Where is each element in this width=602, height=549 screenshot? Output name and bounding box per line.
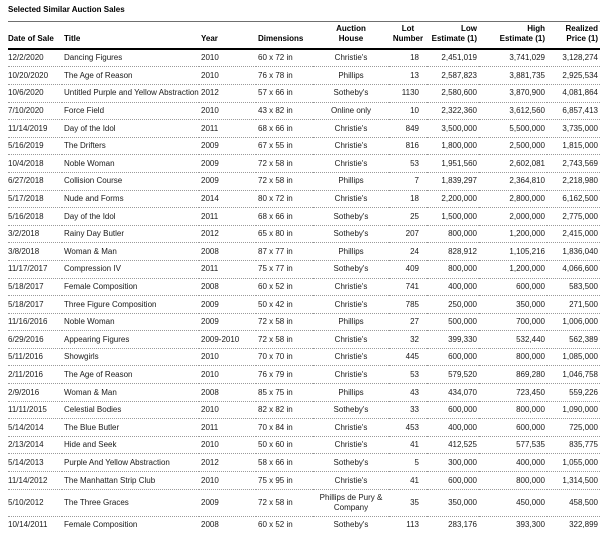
cell-high-estimate: 1,200,000 <box>509 264 545 274</box>
cell-date-of-sale: 2/11/2016 <box>8 369 43 379</box>
cell-title: Three Figure Composition <box>64 299 157 309</box>
cell-low-estimate: 399,330 <box>448 334 477 344</box>
cell-realized-price: 3,735,000 <box>562 123 598 133</box>
cell-date-of-sale: 5/14/2014 <box>8 422 44 432</box>
cell-dimensions: 43 x 82 in <box>258 106 293 116</box>
cell-title: Day of the Idol <box>64 123 116 133</box>
cell-high-estimate: 800,000 <box>516 405 545 415</box>
cell-realized-price: 2,415,000 <box>562 229 598 239</box>
cell-low-estimate: 1,951,560 <box>441 158 477 168</box>
table-row <box>8 137 600 155</box>
cell-dimensions: 70 x 70 in <box>258 352 293 362</box>
cell-dimensions: 60 x 72 in <box>258 53 293 63</box>
cell-date-of-sale: 11/17/2017 <box>8 264 48 274</box>
cell-auction-house: Christie's <box>334 422 368 432</box>
cell-lot-number: 25 <box>410 211 419 221</box>
cell-high-estimate: 2,602,081 <box>509 158 545 168</box>
cell-title: The Age of Reason <box>64 369 133 379</box>
cell-auction-house: Sotheby's <box>333 211 369 221</box>
col-header-line2: Date of Sale <box>8 34 54 44</box>
cell-realized-price: 271,500 <box>569 299 598 309</box>
cell-realized-price: 2,775,000 <box>562 211 598 221</box>
table-row <box>8 472 600 490</box>
cell-title: Woman & Man <box>64 387 117 397</box>
cell-dimensions: 75 x 95 in <box>258 475 293 485</box>
cell-auction-house: Phillips <box>338 70 364 80</box>
table-row <box>8 67 600 85</box>
cell-title: Dancing Figures <box>64 53 123 63</box>
cell-dimensions: 57 x 66 in <box>258 88 293 98</box>
cell-realized-price: 2,925,534 <box>562 70 598 80</box>
cell-low-estimate: 1,839,297 <box>441 176 477 186</box>
cell-lot-number: 27 <box>410 317 419 327</box>
cell-low-estimate: 434,070 <box>448 387 477 397</box>
cell-dimensions: 72 x 58 in <box>258 317 293 327</box>
cell-dimensions: 67 x 55 in <box>258 141 293 151</box>
cell-auction-house: Phillips de Pury & Company <box>319 493 383 512</box>
cell-auction-house: Online only <box>330 106 372 116</box>
cell-lot-number: 53 <box>410 158 419 168</box>
cell-auction-house: Christie's <box>334 53 368 63</box>
cell-low-estimate: 412,525 <box>448 440 477 450</box>
cell-auction-house: Christie's <box>334 440 368 450</box>
cell-date-of-sale: 11/16/2016 <box>8 317 48 327</box>
cell-date-of-sale: 2/13/2014 <box>8 440 44 450</box>
cell-low-estimate: 600,000 <box>448 405 477 415</box>
page-title: Selected Similar Auction Sales <box>8 5 125 14</box>
cell-realized-price: 6,162,500 <box>562 194 598 204</box>
cell-high-estimate: 800,000 <box>516 475 545 485</box>
cell-title: The Blue Butler <box>64 422 120 432</box>
cell-realized-price: 583,500 <box>569 282 598 291</box>
cell-lot-number: 445 <box>405 352 419 362</box>
cell-dimensions: 70 x 84 in <box>258 422 293 432</box>
table-row <box>8 49 600 67</box>
cell-low-estimate: 400,000 <box>448 282 477 291</box>
col-header-year <box>199 22 256 49</box>
cell-high-estimate: 5,500,000 <box>509 123 545 133</box>
cell-date-of-sale: 10/14/2011 <box>8 520 48 530</box>
table-row <box>8 366 600 384</box>
cell-low-estimate: 600,000 <box>448 352 477 362</box>
col-header-lot-number <box>389 22 427 49</box>
cell-lot-number: 18 <box>410 53 419 63</box>
col-header-line2: Number <box>392 34 424 44</box>
cell-low-estimate: 2,580,600 <box>441 88 477 98</box>
cell-lot-number: 7 <box>414 176 419 186</box>
cell-title: Day of the Idol <box>64 211 116 221</box>
cell-high-estimate: 400,000 <box>516 457 545 467</box>
col-header-realized-price <box>547 22 600 49</box>
cell-high-estimate: 2,364,810 <box>509 176 545 186</box>
cell-dimensions: 65 x 80 in <box>258 229 293 239</box>
cell-realized-price: 2,743,569 <box>562 158 598 168</box>
table-row <box>8 243 600 261</box>
cell-date-of-sale: 12/2/2020 <box>8 53 44 63</box>
table-row <box>8 454 600 472</box>
table-row <box>8 516 600 533</box>
cell-auction-house: Christie's <box>334 475 368 485</box>
cell-low-estimate: 2,322,360 <box>441 106 477 116</box>
cell-lot-number: 816 <box>405 141 419 151</box>
table-row <box>8 172 600 190</box>
cell-auction-house: Phillips <box>338 387 364 397</box>
cell-dimensions: 82 x 82 in <box>258 405 293 415</box>
cell-realized-price: 835,775 <box>569 440 598 450</box>
cell-realized-price: 1,836,040 <box>562 246 598 256</box>
cell-date-of-sale: 11/14/2019 <box>8 123 48 133</box>
cell-realized-price: 725,000 <box>569 422 598 432</box>
cell-lot-number: 849 <box>405 123 419 133</box>
cell-date-of-sale: 6/29/2016 <box>8 334 44 344</box>
col-header-line1: Realized <box>565 24 598 33</box>
cell-high-estimate: 3,612,560 <box>509 106 545 116</box>
cell-date-of-sale: 7/10/2020 <box>8 106 44 116</box>
col-header-line2: Estimate (1) <box>431 34 477 44</box>
cell-dimensions: 72 x 58 in <box>258 176 293 186</box>
cell-high-estimate: 450,000 <box>516 497 545 507</box>
cell-date-of-sale: 5/11/2016 <box>8 352 43 362</box>
cell-dimensions: 68 x 66 in <box>258 123 293 133</box>
col-header-title <box>62 22 199 49</box>
cell-auction-house: Phillips <box>338 246 364 256</box>
cell-dimensions: 76 x 79 in <box>258 369 293 379</box>
cell-dimensions: 60 x 52 in <box>258 520 293 530</box>
cell-lot-number: 10 <box>410 106 419 116</box>
cell-low-estimate: 1,500,000 <box>441 211 477 221</box>
cell-lot-number: 741 <box>405 282 419 291</box>
cell-title: The Three Graces <box>64 497 129 507</box>
cell-dimensions: 72 x 58 in <box>258 158 293 168</box>
cell-high-estimate: 532,440 <box>516 334 545 344</box>
cell-low-estimate: 350,000 <box>448 497 477 507</box>
cell-year: 2009 <box>201 317 219 327</box>
cell-year: 2012 <box>201 88 219 98</box>
cell-year: 2011 <box>201 123 219 133</box>
cell-year: 2008 <box>201 387 219 397</box>
cell-date-of-sale: 10/6/2020 <box>8 88 44 98</box>
table-header <box>8 22 600 49</box>
cell-low-estimate: 2,200,000 <box>441 194 477 204</box>
col-header-auction-house <box>313 22 389 49</box>
cell-date-of-sale: 5/18/2017 <box>8 299 44 309</box>
table-row <box>8 384 600 402</box>
cell-low-estimate: 1,800,000 <box>441 141 477 151</box>
cell-date-of-sale: 5/16/2018 <box>8 211 44 221</box>
cell-title: Hide and Seek <box>64 440 117 450</box>
cell-high-estimate: 3,741,029 <box>509 53 545 63</box>
cell-dimensions: 72 x 58 in <box>258 497 293 507</box>
cell-year: 2009-2010 <box>201 334 240 344</box>
cell-high-estimate: 2,500,000 <box>509 141 545 151</box>
cell-high-estimate: 2,800,000 <box>509 194 545 204</box>
cell-lot-number: 35 <box>410 497 419 507</box>
table-body <box>8 49 600 534</box>
col-header-date-of-sale <box>8 22 62 49</box>
cell-realized-price: 1,085,000 <box>562 352 598 362</box>
cell-low-estimate: 250,000 <box>448 299 477 309</box>
cell-auction-house: Christie's <box>334 369 368 379</box>
cell-date-of-sale: 10/20/2020 <box>8 70 49 80</box>
col-header-line1: High <box>527 24 545 33</box>
cell-dimensions: 68 x 66 in <box>258 211 293 221</box>
cell-year: 2011 <box>201 211 219 221</box>
cell-date-of-sale: 3/8/2018 <box>8 246 40 256</box>
cell-high-estimate: 350,000 <box>516 299 545 309</box>
cell-auction-house: Sotheby's <box>333 229 369 239</box>
cell-title: Rainy Day Butler <box>64 229 125 239</box>
cell-realized-price: 1,055,000 <box>562 457 598 467</box>
col-header-line1: Auction <box>336 24 366 33</box>
cell-realized-price: 1,006,000 <box>562 317 598 327</box>
cell-year: 2009 <box>201 158 219 168</box>
cell-year: 2009 <box>201 299 219 309</box>
cell-high-estimate: 1,105,216 <box>509 246 545 256</box>
cell-dimensions: 80 x 72 in <box>258 194 293 204</box>
cell-low-estimate: 579,520 <box>448 369 477 379</box>
table-row <box>8 419 600 437</box>
cell-low-estimate: 828,912 <box>448 246 477 256</box>
cell-year: 2008 <box>201 520 219 530</box>
cell-realized-price: 4,066,600 <box>562 264 598 274</box>
table-row <box>8 260 600 278</box>
cell-realized-price: 1,046,758 <box>562 369 598 379</box>
cell-high-estimate: 700,000 <box>516 317 545 327</box>
cell-auction-house: Christie's <box>334 158 368 168</box>
cell-date-of-sale: 5/18/2017 <box>8 282 44 291</box>
cell-realized-price: 1,815,000 <box>562 141 598 151</box>
cell-date-of-sale: 11/14/2012 <box>8 475 48 485</box>
table-row <box>8 331 600 349</box>
col-header-low-estimate <box>427 22 479 49</box>
cell-dimensions: 75 x 77 in <box>258 264 293 274</box>
cell-date-of-sale: 10/4/2018 <box>8 158 44 168</box>
cell-date-of-sale: 11/11/2015 <box>8 405 47 415</box>
cell-high-estimate: 393,300 <box>516 520 545 530</box>
cell-title: The Age of Reason <box>64 70 133 80</box>
cell-year: 2010 <box>201 106 219 116</box>
cell-auction-house: Christie's <box>334 352 368 362</box>
cell-realized-price: 4,081,864 <box>562 88 598 98</box>
cell-high-estimate: 600,000 <box>516 282 545 291</box>
cell-realized-price: 3,128,274 <box>562 53 598 63</box>
cell-auction-house: Christie's <box>334 334 368 344</box>
table-row <box>8 84 600 102</box>
cell-title: Woman & Man <box>64 246 117 256</box>
col-header-high-estimate <box>479 22 547 49</box>
cell-year: 2012 <box>201 457 219 467</box>
cell-year: 2010 <box>201 475 219 485</box>
cell-dimensions: 58 x 66 in <box>258 457 293 467</box>
cell-realized-price: 2,218,980 <box>562 176 598 186</box>
header-row <box>8 22 600 49</box>
cell-high-estimate: 1,200,000 <box>509 229 545 239</box>
cell-date-of-sale: 5/14/2013 <box>8 457 44 467</box>
cell-dimensions: 50 x 42 in <box>258 299 293 309</box>
cell-auction-house: Sotheby's <box>333 264 369 274</box>
col-header-dimensions <box>256 22 313 49</box>
cell-auction-house: Christie's <box>334 299 368 309</box>
col-header-line2: Dimensions <box>258 34 304 44</box>
cell-title: Showgirls <box>64 352 99 362</box>
cell-dimensions: 50 x 60 in <box>258 440 293 450</box>
cell-realized-price: 6,857,413 <box>562 106 598 116</box>
cell-lot-number: 409 <box>405 264 419 274</box>
cell-auction-house: Sotheby's <box>333 457 369 467</box>
col-header-line2: Estimate (1) <box>499 34 545 44</box>
cell-low-estimate: 800,000 <box>448 229 477 239</box>
cell-title: Celestial Bodies <box>64 405 122 415</box>
cell-year: 2008 <box>201 246 219 256</box>
cell-low-estimate: 600,000 <box>448 475 477 485</box>
col-header-line2: House <box>338 34 364 44</box>
cell-year: 2010 <box>201 405 219 415</box>
table-row <box>8 208 600 226</box>
table-row <box>8 102 600 120</box>
cell-realized-price: 322,899 <box>569 520 598 530</box>
cell-lot-number: 41 <box>410 440 419 450</box>
cell-auction-house: Sotheby's <box>333 520 369 530</box>
cell-year: 2010 <box>201 352 219 362</box>
cell-lot-number: 24 <box>410 246 419 256</box>
cell-year: 2010 <box>201 53 219 63</box>
cell-high-estimate: 723,450 <box>516 387 545 397</box>
cell-lot-number: 13 <box>410 70 419 80</box>
table-row <box>8 489 600 516</box>
cell-title: Collision Course <box>64 176 123 186</box>
cell-year: 2010 <box>201 369 219 379</box>
table-row <box>8 313 600 331</box>
cell-lot-number: 41 <box>410 475 419 485</box>
cell-auction-house: Sotheby's <box>333 405 369 415</box>
col-header-line1: Lot <box>401 24 415 33</box>
cell-auction-house: Christie's <box>334 282 368 291</box>
cell-high-estimate: 3,870,900 <box>509 88 545 98</box>
cell-year: 2014 <box>201 194 219 204</box>
col-header-line2: Price (1) <box>566 34 598 44</box>
cell-title: The Manhattan Strip Club <box>64 475 156 485</box>
cell-auction-house: Phillips <box>338 176 364 186</box>
cell-lot-number: 43 <box>410 387 419 397</box>
cell-date-of-sale: 3/2/2018 <box>8 229 40 239</box>
cell-lot-number: 113 <box>406 520 419 530</box>
table-row <box>8 348 600 366</box>
cell-date-of-sale: 2/9/2016 <box>8 387 40 397</box>
cell-dimensions: 85 x 75 in <box>258 387 293 397</box>
cell-low-estimate: 400,000 <box>448 422 477 432</box>
table-row <box>8 296 600 314</box>
table-row <box>8 190 600 208</box>
cell-low-estimate: 283,176 <box>448 520 477 530</box>
cell-year: 2010 <box>201 70 219 80</box>
cell-title: Appearing Figures <box>64 334 130 344</box>
col-header-line2: Title <box>64 34 81 44</box>
cell-high-estimate: 869,280 <box>516 369 545 379</box>
cell-lot-number: 207 <box>405 229 419 239</box>
cell-high-estimate: 800,000 <box>516 352 545 362</box>
cell-title: Compression IV <box>64 264 121 274</box>
cell-title: Noble Woman <box>64 158 115 168</box>
cell-low-estimate: 2,587,823 <box>441 70 477 80</box>
cell-year: 2011 <box>201 422 219 432</box>
cell-year: 2009 <box>201 176 219 186</box>
cell-high-estimate: 3,881,735 <box>509 70 545 80</box>
table-row <box>8 120 600 138</box>
table-row <box>8 401 600 419</box>
cell-title: Force Field <box>64 106 105 116</box>
cell-title: The Drifters <box>64 141 106 151</box>
cell-dimensions: 72 x 58 in <box>258 334 293 344</box>
col-header-line1: Low <box>461 24 477 33</box>
cell-date-of-sale: 5/17/2018 <box>8 194 44 204</box>
cell-lot-number: 1130 <box>401 88 419 98</box>
cell-date-of-sale: 5/16/2019 <box>8 141 44 151</box>
cell-lot-number: 453 <box>405 422 419 432</box>
cell-lot-number: 785 <box>405 299 419 309</box>
cell-dimensions: 60 x 52 in <box>258 282 293 291</box>
cell-lot-number: 33 <box>410 405 419 415</box>
cell-title: Untitled Purple and Yellow Abstraction <box>64 88 199 98</box>
cell-year: 2009 <box>201 141 219 151</box>
cell-auction-house: Sotheby's <box>333 88 369 98</box>
cell-high-estimate: 2,000,000 <box>509 211 545 221</box>
cell-title: Purple And Yellow Abstraction <box>64 457 170 467</box>
table-row <box>8 225 600 243</box>
cell-low-estimate: 3,500,000 <box>441 123 477 133</box>
cell-low-estimate: 800,000 <box>448 264 477 274</box>
table-row <box>8 155 600 173</box>
cell-title: Female Composition <box>64 282 138 291</box>
cell-realized-price: 458,500 <box>569 497 598 507</box>
cell-year: 2010 <box>201 440 219 450</box>
cell-year: 2008 <box>201 282 219 291</box>
cell-auction-house: Christie's <box>334 123 368 133</box>
table-row <box>8 278 600 296</box>
cell-high-estimate: 600,000 <box>516 422 545 432</box>
auction-sales-table <box>8 21 600 533</box>
table-row <box>8 436 600 454</box>
cell-dimensions: 87 x 77 in <box>258 246 293 256</box>
cell-auction-house: Christie's <box>334 141 368 151</box>
cell-date-of-sale: 5/10/2012 <box>8 497 44 507</box>
cell-realized-price: 1,314,500 <box>562 475 598 485</box>
cell-dimensions: 76 x 78 in <box>258 70 293 80</box>
cell-lot-number: 32 <box>410 334 419 344</box>
cell-title: Nude and Forms <box>64 194 124 204</box>
cell-title: Noble Woman <box>64 317 115 327</box>
cell-lot-number: 5 <box>414 457 419 467</box>
cell-realized-price: 562,389 <box>569 334 598 344</box>
cell-low-estimate: 300,000 <box>448 457 477 467</box>
cell-year: 2009 <box>201 497 219 507</box>
cell-date-of-sale: 6/27/2018 <box>8 176 44 186</box>
cell-high-estimate: 577,535 <box>516 440 545 450</box>
cell-lot-number: 18 <box>410 194 419 204</box>
cell-auction-house: Christie's <box>334 194 368 204</box>
cell-low-estimate: 500,000 <box>448 317 477 327</box>
cell-year: 2012 <box>201 229 219 239</box>
cell-year: 2011 <box>201 264 219 274</box>
cell-realized-price: 1,090,000 <box>562 405 598 415</box>
cell-realized-price: 559,226 <box>569 387 598 397</box>
cell-low-estimate: 2,451,019 <box>441 53 477 63</box>
cell-lot-number: 53 <box>410 369 419 379</box>
cell-auction-house: Phillips <box>338 317 364 327</box>
col-header-line2: Year <box>201 34 218 44</box>
cell-title: Female Composition <box>64 520 138 530</box>
